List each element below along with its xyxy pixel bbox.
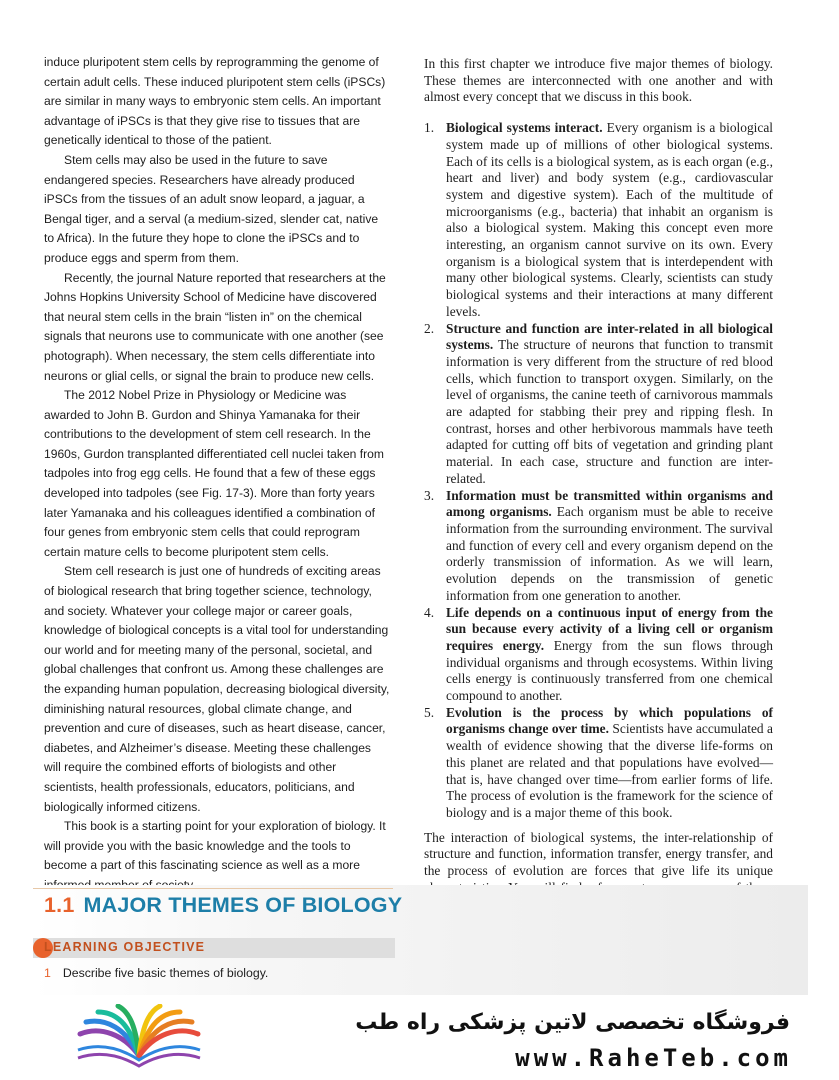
left-paragraph-5: Stem cell research is just one of hundreds of exciting areas of biological research that bring together science, technology, and society. Whatever your college major or career goals, knowledge of biological concepts is a vital tool for understanding our world and for meeting many of the personal, societal, and global challenges that confront us. Among these challenges are the expanding human population, decreasing biological diversity, diminishing natural resources, global climate change, and prevention and cure of diseases, such as heart disease, cancer, diabetes, and Alzheimer’s disease. Meeting these challenges will require the combined efforts of biologists and other scientists, health professionals, educators, politicians, and biologically informed citizens. bbox=[44, 564, 390, 814]
theme-title: Information must be transmitted within organisms and among organisms. bbox=[446, 487, 773, 520]
intro-paragraph: In this first chapter we introduce five major themes of biology. These themes are interconnected with one another and with almost every concept that we discuss in this book. bbox=[424, 56, 773, 105]
rainbow-open-book-logo-icon bbox=[72, 1004, 206, 1070]
theme-text: Scientists have accumulated a wealth of evidence showing that the diverse life-forms on this planet are related and that populations have evolved—that is, have changed over time—from earlier forms of life. The process of evolution is the framework for the science of biology and is a major theme of this book. bbox=[446, 721, 773, 820]
theme-number: 5. bbox=[424, 704, 435, 720]
left-paragraph-6: This book is a starting point for your exploration of biology. It will provide you with the basic knowledge and the tools to become a part of this fascinating science as well as a more bbox=[44, 819, 386, 873]
theme-title: Structure and function are inter-related in all biological systems. bbox=[446, 320, 773, 353]
right-column bbox=[424, 56, 773, 997]
closing-paragraph: The interaction of biological systems, the inter-relationship of structure and function, information transfer, energy transfer, and the process of evolution are forces that give life its unique bbox=[424, 829, 773, 879]
theme-number: 2. bbox=[424, 320, 435, 336]
theme-item bbox=[424, 488, 773, 605]
learning-objective-item bbox=[44, 966, 268, 980]
objective-number: 1 bbox=[44, 966, 51, 980]
theme-number: 3. bbox=[424, 487, 435, 503]
theme-item bbox=[424, 321, 773, 488]
theme-item bbox=[424, 120, 773, 320]
theme-text: Energy from the sun flows through individual organisms and through ecosystems. Within living cells energy is continuously transferred from one chemical compound to another. bbox=[446, 637, 773, 704]
theme-title: Evolution is the process by which populations of organisms change over time. bbox=[446, 704, 773, 737]
footer-url: www.RaheTeb.com bbox=[515, 1044, 792, 1072]
left-paragraph-4: The 2012 Nobel Prize in Physiology or Medicine was awarded to John B. Gurdon and Shinya Yamanaka for their contributions to the development of stem cell research. In the 1960s, Gurdon transplanted differentiated cell nuclei taken from tadpoles into frog egg cells. He found that a few of these eggs developed into tadpoles (see Fig. 17-3). More than forty years later Yamanaka and his colleagues identified a combination of four genes from embryonic stem cells that could reprogram certain mature cells to become pluripotent stem cells. bbox=[44, 388, 384, 559]
themes-list bbox=[424, 120, 773, 822]
theme-text: Every organism is a biological system made up of millions of other biological systems. Each of its cells is a biological system, as is each organ (e.g., heart and liver) and body system (e.g., cardiovascular system and digestive system). Each of the multitude of microorganisms (e.g., bacteria) that inhabit an organism is also a biological system. Making this concept even more interesting, an organism cannot survive on its own. Every organism is a biological system that is interdependent with many other biological systems. Clearly, scientists can study biological systems and their interactions at many different levels. bbox=[446, 120, 773, 319]
section-number: 1.1 bbox=[44, 893, 75, 917]
theme-item bbox=[424, 605, 773, 705]
footer-store-name: فروشگاه تخصصی لاتین پزشکی راه طب bbox=[355, 1010, 790, 1035]
section-heading bbox=[44, 893, 404, 918]
theme-title: Life depends on a continuous input of energy from the sun because every activity of a living cell or organism requires energy. bbox=[446, 604, 773, 653]
theme-number: 1. bbox=[424, 120, 435, 136]
theme-item bbox=[424, 705, 773, 822]
left-paragraph-2: Stem cells may also be used in the future to save endangered species. Researchers have already produced iPSCs from the tissues of an adult snow leopard, a jaguar, a Bengal tiger, and a serval (a medium-sized, slender cat, native to Africa). In the future they hope to clone the iPSCs and to produce eggs and sperm from them. bbox=[44, 152, 379, 265]
theme-text: The structure of neurons that function to transmit information is very different from the structure of red blood cells, which function to transport oxygen. Similarly, on the level of organisms, the canine teeth of carnivorous mammals are adapted for stabbing their prey and ripping flesh. In contrast, horses and other herbivorous mammals have teeth adapted for cutting off bits of vegetation and grinding plant material. In each case, structure and function are inter-related. bbox=[446, 337, 773, 486]
left-paragraph-1: induce pluripotent stem cells by reprogramming the genome of certain adult cells. These induced pluripotent stem cells (iPSCs) are similar in many ways to embryonic stem cells. An important advantage of iPSCs is that they give rise to tissues that are genetically identical to those of the patient. bbox=[44, 55, 386, 148]
theme-text: Each organism must be able to receive information from the surrounding environment. The survival and function of every cell and every organism depend on the orderly transmission of information. As we will learn, evolution depends on the transmission of genetic information from one generation to another. bbox=[446, 504, 773, 603]
objective-text: Describe five basic themes of biology. bbox=[62, 966, 269, 980]
section-title: MAJOR THEMES OF BIOLOGY bbox=[83, 893, 403, 917]
theme-number: 4. bbox=[424, 604, 435, 620]
theme-title: Biological systems interact. bbox=[446, 120, 603, 136]
section-rule bbox=[33, 888, 393, 889]
learning-objective-label: LEARNING OBJECTIVE bbox=[44, 940, 206, 954]
left-paragraph-3: Recently, the journal Nature reported that researchers at the Johns Hopkins University School of Medicine have discovered that neural stem cells in the brain “listen in” on the chemical signals that neurons use to communicate with one another (see photograph). When necessary, the stem cells differentiate into neurons or glial cells, or signal the brain to produce new cells. bbox=[44, 270, 386, 383]
left-column bbox=[44, 53, 390, 896]
